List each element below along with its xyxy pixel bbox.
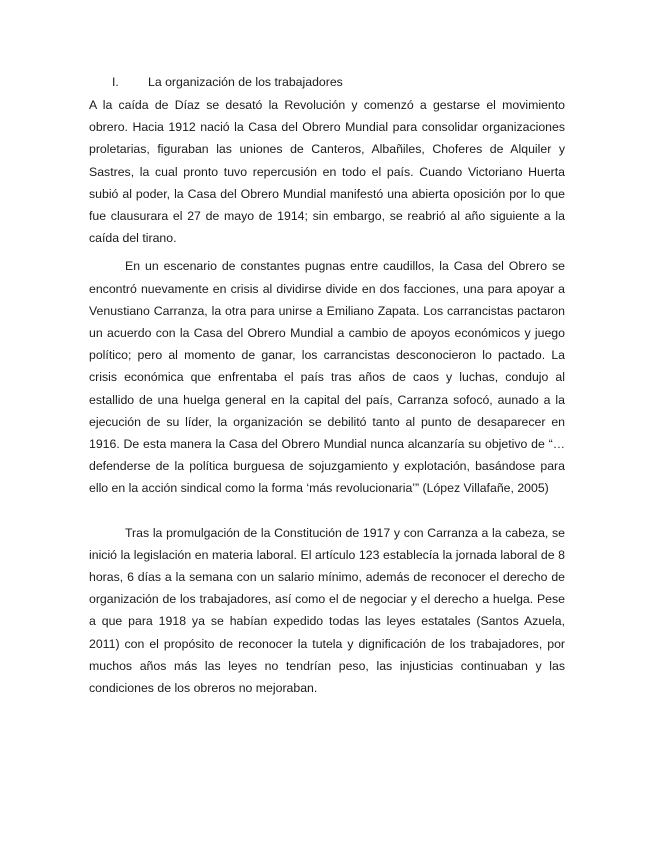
section-heading [89, 72, 565, 93]
paragraph-2: En un escenario de constantes pugnas entre caudillos, la Casa del Obrero se encontró nuevamente en crisis al dividirse divide en dos facciones, una para apoyar a Venustiano Carranza, la otra para unirse a Emiliano Zapata. Los carrancistas pactaron un acuerdo con la Casa del Obrero Mundial a cambio de apoyos económicos y juego político; pero al momento de ganar, los carrancistas desconocieron lo pactado. La crisis económica que enfrentaba el país tras años de caos y luchas, condujo al estallido de una huelga general en la capital del país, Carranza sofocó, aunado a la ejecución de su líder, la organización se debilitó tanto al punto de desaparecer en 1916. De esta manera la Casa del Obrero Mundial nunca alcanzaría su objetivo de “…defenderse de la política burguesa de sojuzgamiento y explotación, basándose para ello en la acción sindical como la forma ‘más revolucionaria’” (López Villafañe, 2005) [89, 259, 565, 496]
document-page [89, 72, 565, 699]
section-title: La organización de los trabajadores [148, 75, 343, 89]
section-number: I. [112, 75, 119, 89]
paragraph-3: Tras la promulgación de la Constitución de 1917 y con Carranza a la cabeza, se inició la legislación en materia laboral. El artículo 123 establecía la jornada laboral de 8 horas, 6 días a la semana con un salario mínimo, además de reconocer el derecho de organización de los trabajadores, así como el de negociar y el derecho a huelga. Pese a que para 1918 ya se habían expedido todas las leyes estatales (Santos Azuela, 2011) con el propósito de reconocer la tutela y dignificación de los trabajadores, por muchos años más las leyes no tendrían peso, las injusticias continuaban y las condiciones de los obreros no mejoraban. [89, 525, 565, 696]
paragraph-1: A la caída de Díaz se desató la Revolución y comenzó a gestarse el movimiento obrero. Hacia 1912 nació la Casa del Obrero Mundial para consolidar organizaciones proletarias, figuraban las uniones de Canteros, Albañiles, Choferes de Alquiler y Sastres, la cual pronto tuvo repercusión en todo el país. Cuando Victoriano Huerta subió al poder, la Casa del Obrero Mundial manifestó una abierta oposición por lo que fue clausurara el 27 de mayo de 1914; sin embargo, se reabrió al año siguiente a la caída del tirano. [89, 98, 565, 246]
